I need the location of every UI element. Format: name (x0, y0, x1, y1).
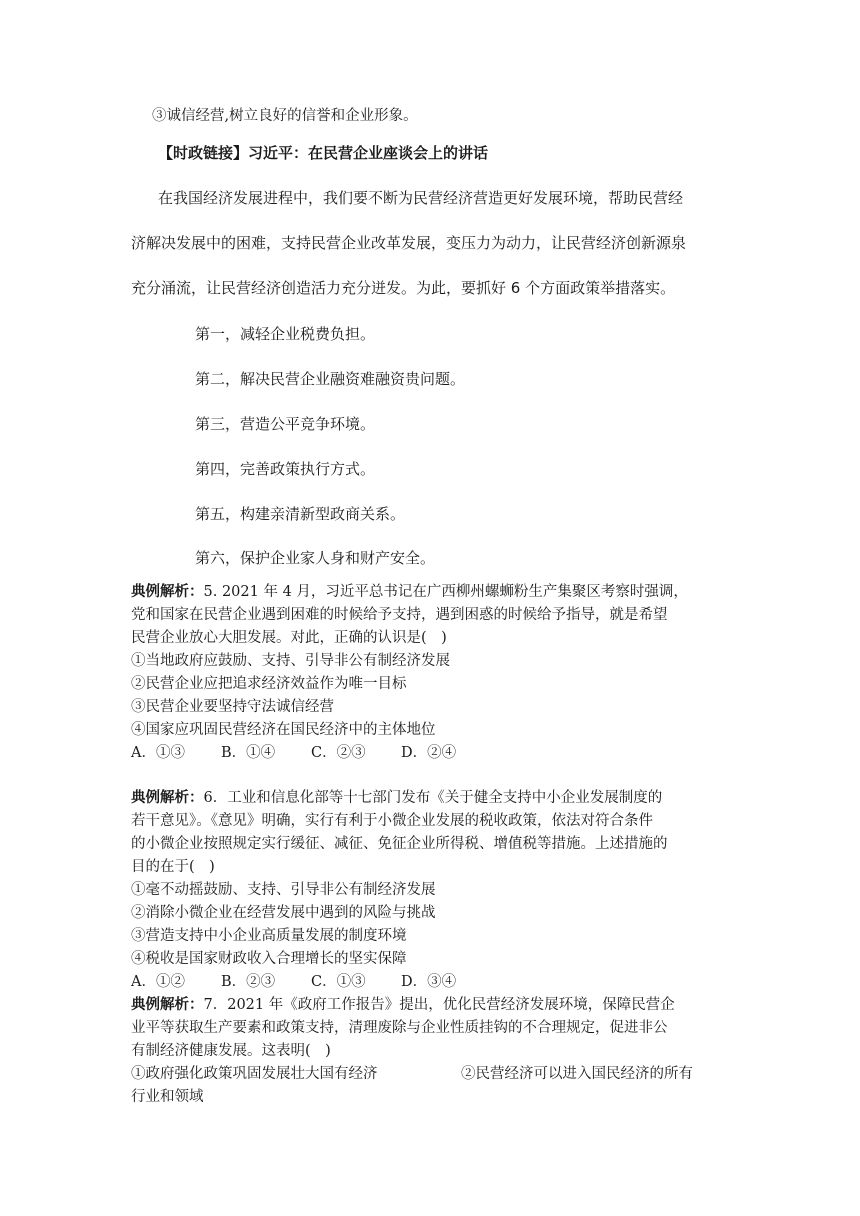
point-3-text: ③诚信经营,树立良好的信誉和企业形象。 (152, 108, 418, 124)
question-6-line: 的小微企业按照规定实行缓征、减征、免征企业所得税、增值税等措施。上述措施的 (131, 836, 668, 852)
question-5-first-line (131, 580, 688, 601)
question-5-option: ③民营企业要坚持守法诚信经营 (131, 699, 334, 715)
question-5-option: ①当地政府应鼓励、支持、引导非公有制经济发展 (131, 653, 450, 669)
answer-choice-c: C．②③ (311, 745, 366, 761)
answer-choice-a: A．①③ (131, 745, 185, 761)
question-6-option: ③营造支持中小企业高质量发展的制度环境 (131, 928, 407, 944)
speech-paragraph-line: 在我国经济发展进程中，我们要不断为民营经济营造更好发展环境，帮助民营经 (158, 189, 684, 207)
question-5-answers (131, 741, 456, 762)
speech-point: 第二，解决民营企业融资难融资贵问题。 (195, 370, 466, 388)
example-label: 典例解析： (131, 789, 204, 806)
answer-choice-b: B．①④ (221, 745, 276, 761)
question-6-line: 若干意见》。《意见》明确，实行有利于小微企业发展的税收政策，依法对符合条件 (131, 813, 653, 829)
policy-link-title: 【时政链接】习近平：在民营企业座谈会上的讲话 (158, 144, 489, 162)
speech-paragraph-line: 济解决发展中的困难，支持民营企业改革发展，变压力为动力，让民营经济创新源泉 (131, 234, 687, 252)
question-5-option: ④国家应巩固民营经济在国民经济中的主体地位 (131, 722, 436, 738)
question-text: 5. 2021 年 4 月，习近平总书记在广西柳州螺蛳粉生产集聚区考察时强调， (203, 584, 688, 600)
question-7-first-line (131, 993, 675, 1014)
answer-choice-a: A．①② (131, 974, 185, 990)
speech-point: 第五，构建亲清新型政商关系。 (195, 505, 406, 523)
question-6-option: ④税收是国家财政收入合理增长的坚实保障 (131, 951, 407, 967)
speech-point: 第一，减轻企业税费负担。 (195, 325, 376, 343)
speech-point: 第四，完善政策执行方式。 (195, 460, 376, 478)
speech-paragraph-line: 充分涌流，让民营经济创造活力充分迸发。为此，要抓好 6 个方面政策举措落实。 (131, 279, 676, 297)
question-7-line: 有制经济健康发展。这表明( ) (131, 1043, 331, 1059)
question-6-option: ②消除小微企业在经营发展中遇到的风险与挑战 (131, 905, 436, 921)
question-6-first-line (131, 786, 662, 807)
question-6-line: 目的在于( ) (131, 859, 215, 875)
example-label: 典例解析： (131, 583, 204, 600)
question-6-option: ①毫不动摇鼓励、支持、引导非公有制经济发展 (131, 882, 436, 898)
question-7-option: ②民营经济可以进入国民经济的所有 (461, 1066, 693, 1082)
question-7-options-row (131, 1062, 693, 1083)
speech-point: 第六，保护企业家人身和财产安全。 (195, 549, 436, 567)
answer-choice-d: D．②④ (401, 745, 457, 761)
question-6-answers (131, 970, 456, 991)
question-5-option: ②民营企业应把追求经济效益作为唯一目标 (131, 676, 407, 692)
question-7-option-continued: 行业和领域 (131, 1089, 204, 1105)
speech-point: 第三，营造公平竞争环境。 (195, 415, 376, 433)
question-5-line: 党和国家在民营企业遇到困难的时候给予支持，遇到困惑的时候给予指导，就是希望 (131, 607, 668, 623)
question-text: 6．工业和信息化部等十七部门发布《关于健全支持中小企业发展制度的 (203, 790, 663, 806)
example-label: 典例解析： (131, 996, 204, 1013)
question-7-option: ①政府强化政策巩固发展壮大国有经济 (131, 1066, 378, 1082)
question-5-line: 民营企业放心大胆发展。对此，正确的认识是( ) (131, 630, 447, 646)
answer-choice-b: B．②③ (221, 974, 276, 990)
answer-choice-d: D．③④ (401, 974, 457, 990)
question-text: 7．2021 年《政府工作报告》提出，优化民营经济发展环境，保障民营企 (203, 997, 675, 1013)
question-7-line: 业平等获取生产要素和政策支持，清理废除与企业性质挂钩的不合理规定，促进非公 (131, 1020, 668, 1036)
answer-choice-c: C．①③ (311, 974, 366, 990)
